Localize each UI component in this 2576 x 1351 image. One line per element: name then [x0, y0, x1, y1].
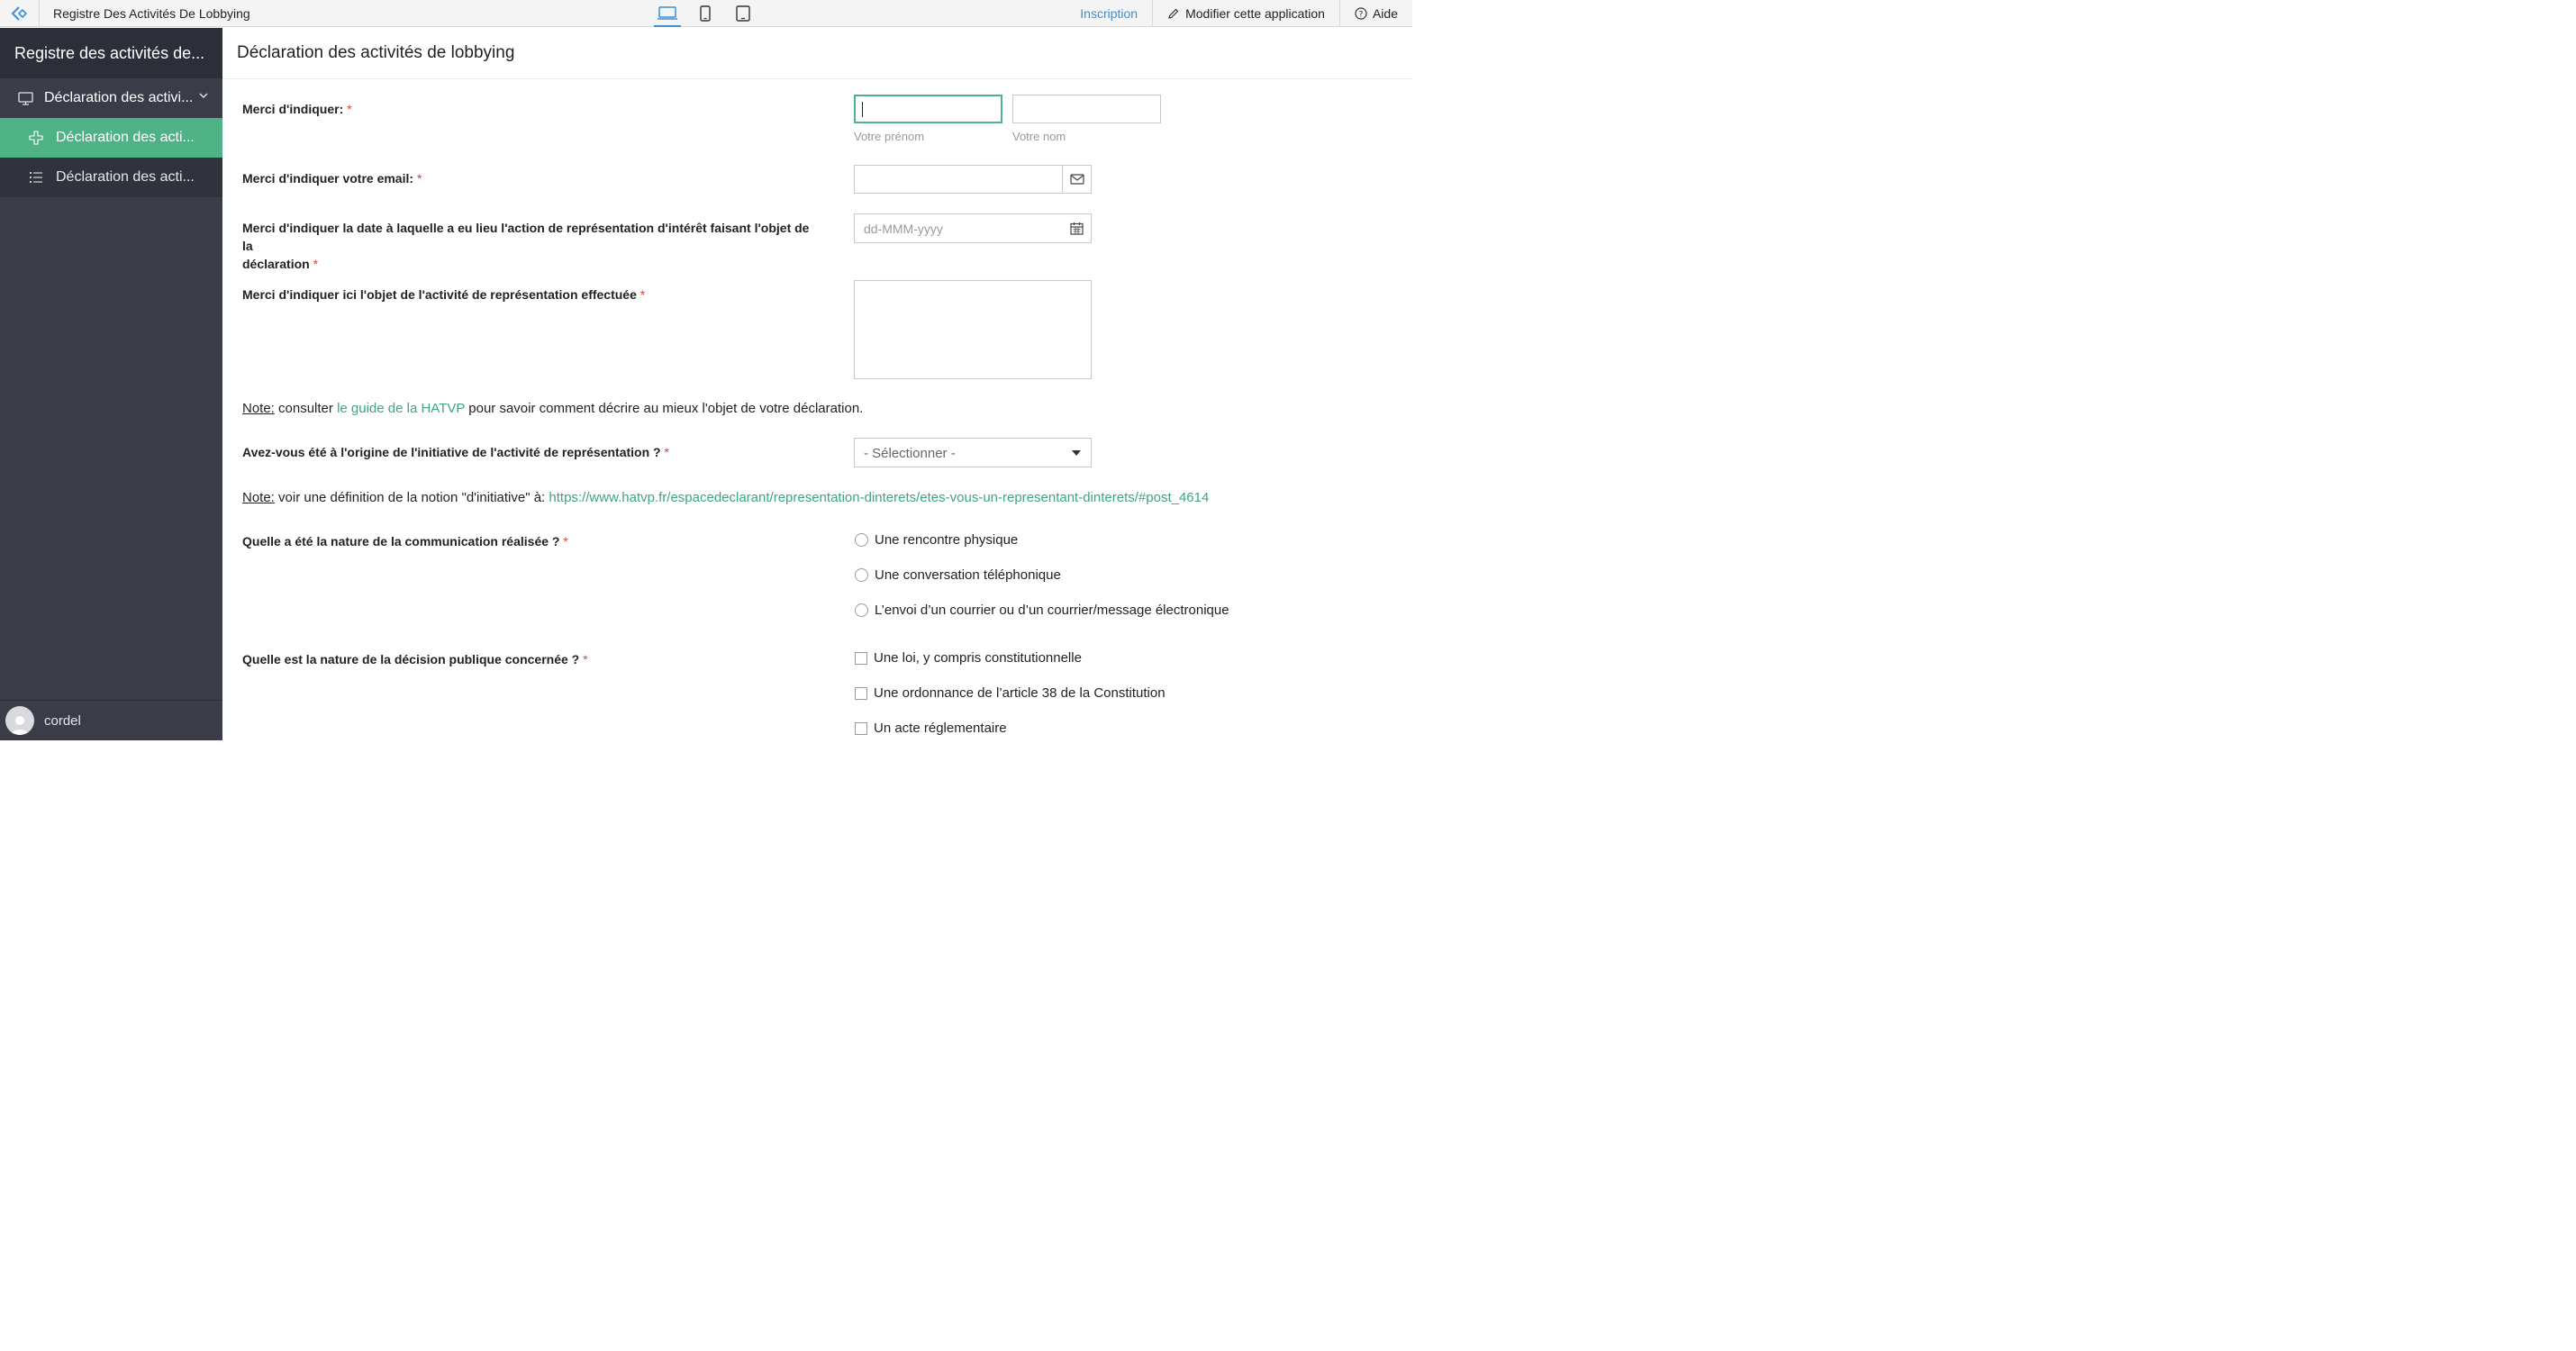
sidebar: [0, 28, 222, 740]
text-caret: [862, 102, 863, 117]
option-label: L’envoi d’un courrier ou d’un courrier/message électronique: [875, 603, 1229, 618]
object-label: [242, 286, 645, 304]
name-label: [242, 100, 352, 118]
page-title: Déclaration des activités de lobbying: [222, 28, 1412, 79]
sidebar-title: Registre des activités de...: [0, 28, 222, 78]
hatvp-guide-link[interactable]: le guide de la HATVP: [337, 401, 466, 416]
email-label: [242, 169, 422, 187]
date-label-line1: Merci d'indiquer la date à laquelle a eu lieu l'action de représentation d'intérêt faisant l'objet de la: [242, 221, 810, 253]
required-marker: *: [639, 287, 646, 302]
envelope-icon: [1062, 166, 1091, 193]
initiative-select-value: - Sélectionner -: [864, 446, 956, 461]
tablet-icon[interactable]: [724, 0, 762, 27]
main-content: [222, 28, 1412, 740]
plus-icon: [29, 131, 43, 145]
required-marker: *: [313, 257, 319, 271]
object-label-text: Merci d'indiquer ici l'objet de l'activité de représentation effectuée: [242, 287, 637, 302]
email-label-text: Merci d'indiquer votre email:: [242, 171, 414, 186]
inscription-link[interactable]: Inscription: [1080, 6, 1138, 21]
note-text-before: consulter: [274, 401, 338, 416]
edit-application-label: Modifier cette application: [1185, 6, 1325, 21]
last-name-input[interactable]: [1012, 95, 1161, 123]
decision-option[interactable]: [855, 685, 1166, 701]
radio-button[interactable]: [855, 603, 868, 617]
radio-button[interactable]: [855, 533, 868, 547]
date-label: [242, 219, 819, 273]
help-button[interactable]: [1339, 0, 1412, 27]
avatar[interactable]: [5, 706, 34, 735]
back-home-icon[interactable]: [0, 0, 40, 27]
radio-button[interactable]: [855, 568, 868, 582]
initiative-label-text: Avez-vous été à l'origine de l'initiative de l'activité de représentation ?: [242, 445, 661, 459]
help-icon: [1355, 7, 1367, 20]
object-textarea[interactable]: [854, 280, 1092, 379]
communication-option[interactable]: [855, 567, 1061, 583]
sidebar-item-label: Déclaration des acti...: [56, 169, 195, 185]
note-text-after: pour savoir comment décrire au mieux l'objet de votre déclaration.: [465, 401, 864, 416]
sidebar-item-label: Déclaration des acti...: [56, 130, 195, 145]
list-icon: [29, 171, 43, 184]
decision-label-text: Quelle est la nature de la décision publique concernée ?: [242, 652, 580, 666]
chevron-down-icon[interactable]: [199, 92, 208, 99]
user-name: cordel: [44, 712, 81, 729]
initiative-select[interactable]: [854, 438, 1092, 467]
device-preview-switcher: [649, 0, 762, 27]
user-icon: [8, 712, 32, 735]
note-prefix: Note:: [242, 401, 275, 416]
option-label: Une loi, y compris constitutionnelle: [874, 650, 1082, 666]
option-label: Une rencontre physique: [875, 532, 1019, 548]
dropdown-arrow-icon: [1072, 450, 1081, 456]
initiative-definition-link[interactable]: https://www.hatvp.fr/espacedeclarant/representation-dinterets/etes-vous-un-representant-dinterets/#post_4614: [549, 490, 1210, 505]
hatvp-guide-note: [242, 401, 863, 416]
note-prefix: Note:: [242, 490, 275, 505]
decision-option[interactable]: [855, 650, 1082, 666]
option-label: Une ordonnance de l’article 38 de la Constitution: [874, 685, 1166, 701]
user-footer[interactable]: [0, 700, 222, 740]
note-text: voir une définition de la notion "d'initiative" à:: [274, 490, 549, 505]
sidebar-item-add-declaration[interactable]: [0, 118, 222, 158]
checkbox[interactable]: [855, 722, 867, 735]
communication-option[interactable]: [855, 603, 1229, 618]
first-name-input[interactable]: [854, 95, 1002, 123]
pencil-icon: [1167, 7, 1180, 20]
app-title: Registre Des Activités De Lobbying: [53, 5, 250, 21]
decision-label: [242, 650, 588, 668]
date-picker-input[interactable]: [854, 213, 1092, 243]
help-label: Aide: [1372, 6, 1398, 21]
edit-application-button[interactable]: [1152, 0, 1339, 27]
option-label: Une conversation téléphonique: [875, 567, 1061, 583]
laptop-icon[interactable]: [649, 0, 686, 27]
required-marker: *: [664, 445, 669, 459]
initiative-note: [242, 490, 1209, 505]
communication-label-text: Quelle a été la nature de la communication réalisée ?: [242, 534, 560, 549]
sidebar-group-declaration[interactable]: [0, 78, 222, 118]
required-marker: *: [347, 102, 352, 116]
required-marker: *: [583, 652, 588, 666]
required-marker: *: [416, 171, 422, 186]
top-right-actions: [1066, 0, 1412, 27]
decision-option[interactable]: [855, 721, 1007, 736]
top-bar: [0, 0, 1412, 27]
first-name-hint: Votre prénom: [854, 130, 925, 143]
mobile-icon[interactable]: [686, 0, 724, 27]
name-label-text: Merci d'indiquer:: [242, 102, 344, 116]
calendar-icon[interactable]: [1062, 214, 1091, 242]
communication-option[interactable]: [855, 532, 1018, 548]
last-name-hint: Votre nom: [1012, 130, 1066, 143]
email-field[interactable]: [854, 165, 1092, 194]
sidebar-group-label: Déclaration des activi...: [44, 90, 194, 105]
svg-text:?: ?: [1358, 10, 1364, 20]
required-marker: *: [563, 534, 568, 549]
monitor-icon: [18, 92, 33, 105]
checkbox[interactable]: [855, 687, 867, 700]
option-label: Un acte réglementaire: [874, 721, 1007, 736]
communication-label: [242, 532, 568, 550]
initiative-label: [242, 443, 669, 461]
date-label-line2: déclaration: [242, 257, 310, 271]
date-placeholder: dd-MMM-yyyy: [864, 222, 943, 236]
sidebar-item-list-declarations[interactable]: [0, 158, 222, 197]
checkbox[interactable]: [855, 652, 867, 665]
